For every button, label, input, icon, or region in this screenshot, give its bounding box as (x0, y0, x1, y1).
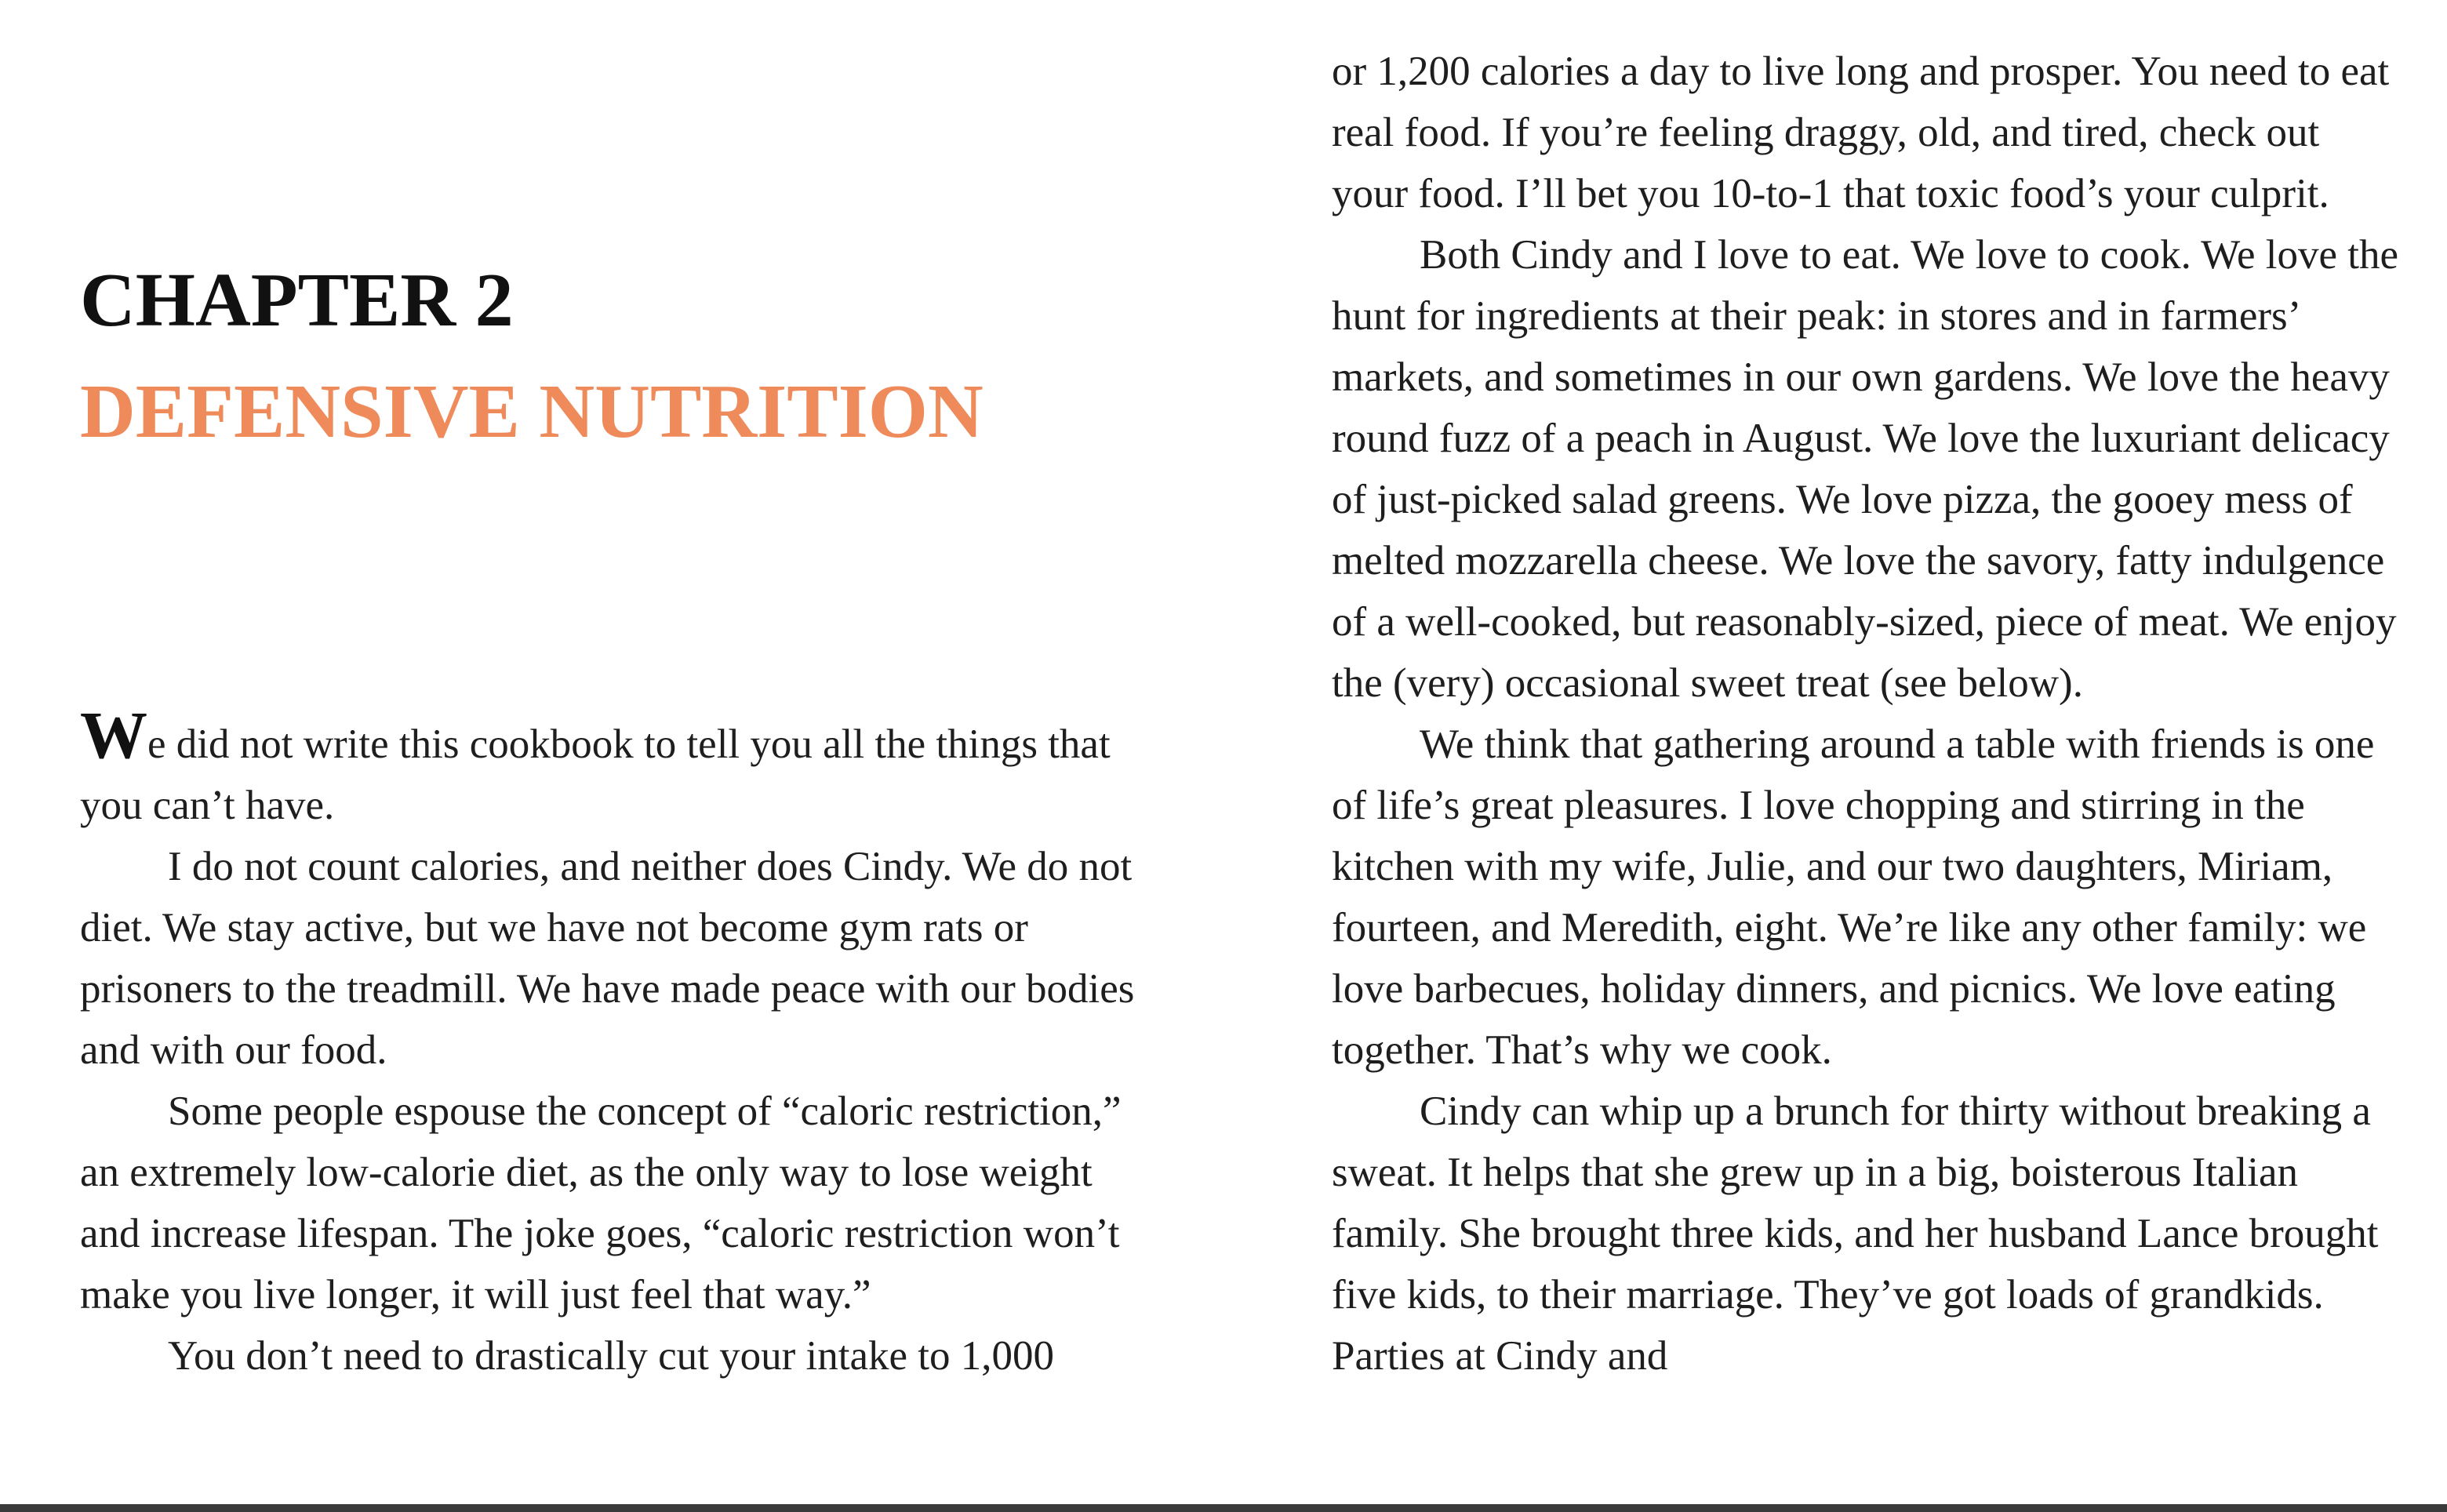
continued-paragraph: or 1,200 calories a day to live long and prosper. You need to eat real food. If you’re feeling draggy, old, and tired, check out your food. I’ll bet you 10-to-1 that toxic food’s your culprit. (1332, 49, 2390, 216)
paragraph: Some people espouse the concept of “caloric restriction,” an extremely low-calorie diet, as the only way to lose weight and increase lifespan. The joke goes, “caloric restriction won’t make you live longer, it will just feel that way.” (80, 1089, 1122, 1318)
opening-text: e did not write this cookbook to tell you all the things that you can’t have. (80, 721, 1111, 828)
bottom-divider (0, 1504, 2447, 1512)
chapter-title: DEFENSIVE NUTRITION (80, 369, 984, 454)
right-body-text (1332, 41, 2398, 1387)
right-page (1332, 0, 2398, 1506)
paragraph: Cindy can whip up a brunch for thirty without breaking a sweat. It helps that she grew up in a big, boisterous Italian family. She brought three kids, and her husband Lance brought five kids, to their marriage. They’ve got loads of grandkids. Parties at Cindy and (1332, 1089, 2379, 1379)
paragraph: I do not count calories, and neither does Cindy. We do not diet. We stay active, but we have not become gym rats or prisoners to the treadmill. We have made peace with our bodies and with our food. (80, 844, 1135, 1073)
drop-cap: W (80, 697, 147, 772)
paragraph: Both Cindy and I love to eat. We love to cook. We love the hunt for ingredients at their peak: in stores and in farmers’ markets, and sometimes in our own gardens. We love the heavy round fuzz of a peach in August. We love the luxuriant delicacy of just-picked salad greens. We love pizza, the gooey mess of melted mozzarella cheese. We love the savory, fatty indulgence of a well-cooked, but reasonably-sized, piece of meat. We enjoy the (very) occasional sweet treat (see below). (1332, 232, 2399, 706)
opening-paragraph (80, 697, 1162, 836)
paragraph: We think that gathering around a table with friends is one of life’s great pleasures. I love chopping and stirring in the kitchen with my wife, Julie, and our two daughters, Miriam, fourteen, and Meredith, eight. We’re like any other family: we love barbecues, holiday dinners, and picnics. We love eating together. That’s why we cook. (1332, 721, 2375, 1073)
paragraph: You don’t need to drastically cut your intake to 1,000 (168, 1333, 1055, 1379)
left-body-text (80, 697, 1162, 1387)
chapter-number: CHAPTER 2 (80, 258, 514, 343)
left-page (80, 0, 1162, 1506)
